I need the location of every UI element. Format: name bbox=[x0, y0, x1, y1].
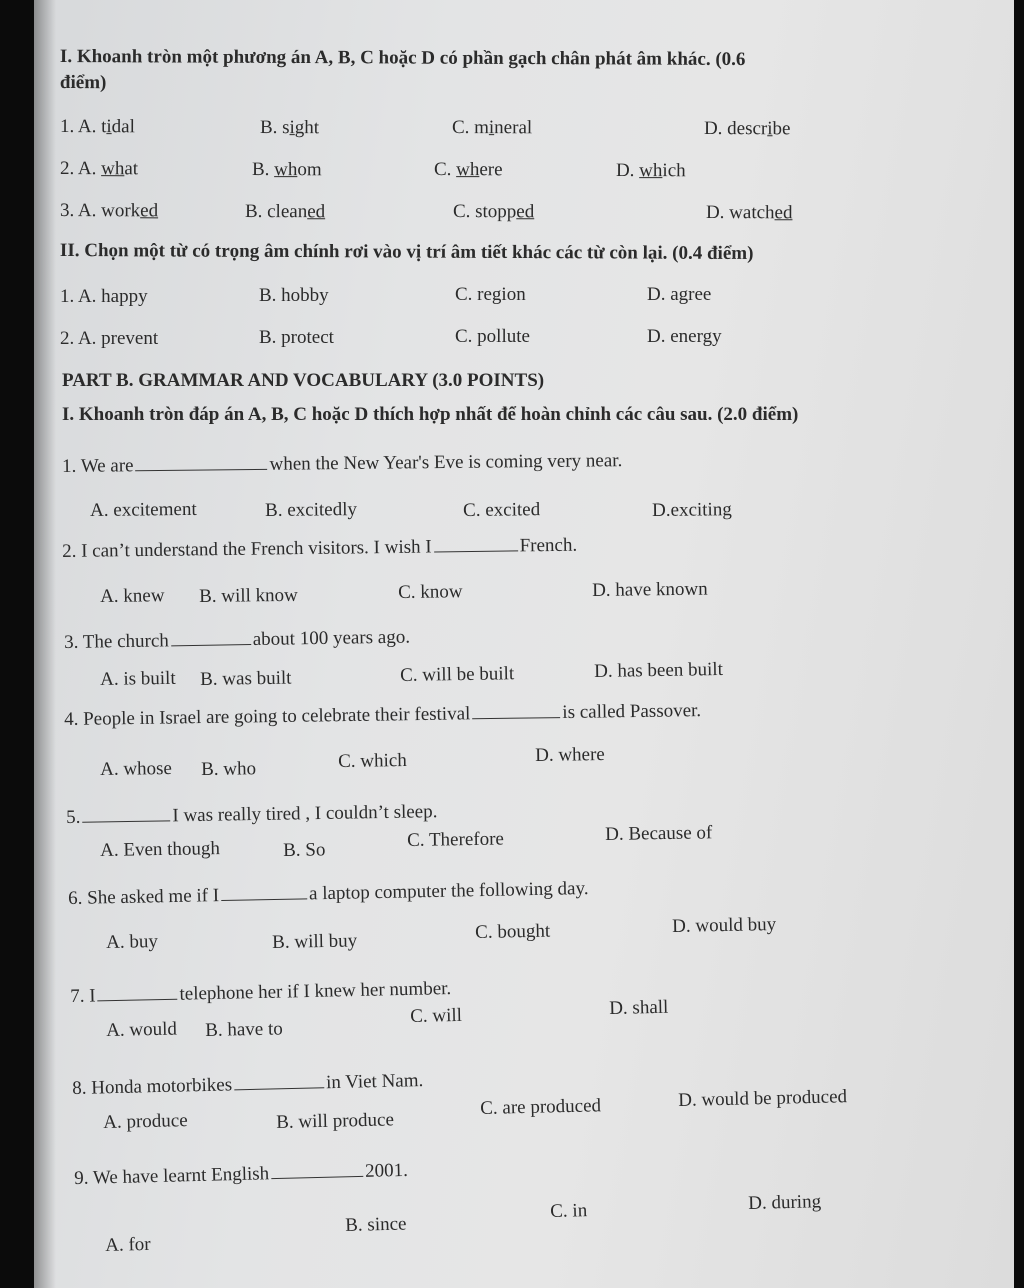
stress-q2-option-a bbox=[60, 328, 158, 350]
underlined-part: wh bbox=[274, 158, 298, 180]
option-text: ere bbox=[479, 159, 503, 181]
page-edge-shadow bbox=[34, 0, 56, 1288]
grammar-q8-option-a bbox=[103, 1110, 188, 1134]
option-text: C. Therefore bbox=[407, 828, 505, 851]
question-number: 1. bbox=[60, 286, 78, 307]
option-text: A. Even though bbox=[100, 838, 221, 861]
option-text: A. happy bbox=[77, 286, 148, 307]
grammar-q5-option-b bbox=[283, 839, 326, 862]
underlined-part: ed bbox=[516, 201, 535, 223]
option-text: C. pollute bbox=[455, 326, 530, 348]
grammar-q9-option-b bbox=[345, 1214, 407, 1237]
answer-blank bbox=[221, 897, 307, 901]
grammar-q2-option-b bbox=[199, 585, 298, 608]
option-text: B. will know bbox=[199, 584, 298, 607]
grammar-q9-option-a bbox=[105, 1234, 151, 1257]
pronunciation-q3-option-b bbox=[245, 201, 325, 223]
option-text: D.exciting bbox=[652, 499, 732, 521]
stress-q1-option-d bbox=[647, 284, 711, 306]
option-text: C. stopp bbox=[452, 201, 517, 223]
grammar-q4-option-a bbox=[100, 758, 172, 781]
option-text: C. will bbox=[410, 1004, 463, 1027]
grammar-q6-option-d bbox=[672, 914, 776, 938]
option-text: A. knew bbox=[100, 585, 165, 607]
option-text: A. excitement bbox=[90, 498, 197, 521]
grammar-q3-option-a bbox=[100, 668, 176, 691]
question-text: 5. bbox=[66, 806, 81, 828]
stress-q2-option-b bbox=[259, 327, 334, 349]
grammar-q2-option-d bbox=[592, 579, 708, 602]
grammar-q5-option-d bbox=[605, 822, 712, 846]
option-text: D. has been built bbox=[594, 658, 724, 682]
option-text: B. was built bbox=[200, 667, 292, 690]
option-text: C. region bbox=[455, 284, 526, 306]
question-text: 9. We have learnt English bbox=[74, 1163, 270, 1189]
answer-blank bbox=[434, 549, 518, 552]
option-text: ght bbox=[294, 116, 320, 138]
underlined-part: wh bbox=[639, 159, 663, 181]
option-text: C. will be built bbox=[400, 663, 515, 686]
option-text: D. where bbox=[535, 744, 605, 766]
grammar-q7-option-b bbox=[205, 1018, 283, 1042]
option-text: D. would buy bbox=[672, 914, 777, 937]
grammar-q3-option-d bbox=[594, 659, 723, 683]
grammar-q1-option-d bbox=[652, 499, 732, 522]
question-text: 2001. bbox=[364, 1159, 409, 1182]
grammar-q1-option-c bbox=[463, 499, 540, 522]
option-text: B. will buy bbox=[272, 930, 358, 953]
answer-blank bbox=[472, 716, 560, 719]
answer-blank bbox=[271, 1175, 363, 1179]
question-text: 6. She asked me if I bbox=[68, 885, 220, 909]
grammar-q3-option-b bbox=[200, 668, 292, 691]
pronunciation-q2-option-c bbox=[434, 159, 503, 181]
option-text: C. in bbox=[550, 1200, 588, 1222]
option-text: B. will produce bbox=[276, 1109, 395, 1133]
pronunciation-q3-option-a bbox=[60, 200, 158, 222]
grammar-q6-option-b bbox=[272, 930, 357, 954]
partB-title: PART B. GRAMMAR AND VOCABULARY (3.0 POINTS) bbox=[62, 370, 545, 391]
question-text: 2. I can’t understand the French visitors. I wish I bbox=[62, 536, 432, 562]
grammar-q6-option-a bbox=[106, 931, 158, 954]
grammar-q5-option-c bbox=[407, 828, 504, 852]
grammar-q8-option-d bbox=[678, 1086, 847, 1112]
option-text: dal bbox=[111, 116, 135, 138]
option-text: A. prevent bbox=[77, 328, 159, 349]
pronunciation-q2-option-a bbox=[60, 158, 138, 180]
question-number: 1. bbox=[59, 116, 78, 138]
option-text: D. energy bbox=[647, 325, 722, 347]
stress-q1-option-b bbox=[259, 285, 329, 307]
option-text: A. is built bbox=[100, 667, 176, 690]
option-text: om bbox=[297, 158, 322, 180]
pronunciation-q1-option-b bbox=[260, 117, 319, 139]
option-text: C. bbox=[433, 159, 457, 181]
option-text: D. have known bbox=[592, 578, 708, 601]
pronunciation-q3-option-d bbox=[706, 202, 793, 224]
grammar-q2-option-c bbox=[398, 581, 463, 604]
underlined-part: i bbox=[488, 117, 495, 139]
question-text: when the New Year's Eve is coming very near. bbox=[269, 450, 623, 475]
option-text: A. whose bbox=[100, 757, 173, 780]
option-text: A. for bbox=[105, 1233, 151, 1256]
grammar-q7-option-c bbox=[410, 1005, 462, 1028]
option-text: C. excited bbox=[463, 499, 541, 521]
option-text: B. have to bbox=[205, 1018, 284, 1041]
grammar-q4-option-c bbox=[338, 750, 407, 773]
option-text: B. since bbox=[345, 1213, 407, 1236]
question-text: 8. Honda motorbikes bbox=[72, 1074, 233, 1099]
option-text: C. bought bbox=[475, 920, 551, 943]
answer-blank bbox=[98, 998, 178, 1002]
underlined-part: ed bbox=[307, 200, 326, 222]
question-text: a laptop computer the following day. bbox=[308, 878, 589, 905]
question-text: 7. I bbox=[70, 985, 96, 1007]
option-text: B. bbox=[251, 158, 275, 180]
option-text: C. which bbox=[338, 750, 407, 772]
answer-blank bbox=[171, 643, 251, 646]
pronunciation-q1-option-c bbox=[452, 117, 532, 139]
option-text: A. would bbox=[106, 1018, 178, 1041]
underlined-part: i bbox=[289, 116, 295, 138]
question-number: 3. bbox=[59, 200, 78, 222]
option-text: A. produce bbox=[103, 1110, 188, 1133]
answer-blank bbox=[136, 468, 268, 471]
pronunciation-q2-option-d bbox=[616, 160, 686, 182]
option-text: C. are produced bbox=[480, 1095, 602, 1119]
question-text: is called Passover. bbox=[562, 700, 702, 724]
grammar-q2-option-a bbox=[100, 585, 165, 608]
stress-q1-option-a bbox=[60, 286, 148, 308]
section2-heading: II. Chọn một từ có trọng âm chính rơi vào vị trí âm tiết khác các từ còn lại. (0.4 điểm) bbox=[59, 240, 754, 265]
grammar-q7-option-d bbox=[609, 997, 669, 1020]
grammar-q9-option-c bbox=[550, 1200, 587, 1223]
grammar-q8-option-b bbox=[276, 1109, 394, 1134]
option-text: A. work bbox=[77, 200, 141, 222]
option-text: ich bbox=[662, 159, 686, 181]
grammar-q6-option-c bbox=[475, 921, 550, 944]
option-text: be bbox=[772, 117, 791, 139]
pronunciation-q2-option-b bbox=[252, 159, 322, 181]
option-text: B. protect bbox=[259, 327, 334, 349]
question-text: 3. The church bbox=[64, 630, 169, 653]
grammar-q1-option-b bbox=[265, 499, 357, 522]
option-text: B. hobby bbox=[259, 285, 329, 307]
option-text: A. bbox=[77, 158, 102, 180]
option-text: D. would be produced bbox=[678, 1086, 848, 1111]
question-text: French. bbox=[519, 534, 578, 557]
option-text: B. excitedly bbox=[265, 499, 358, 521]
underlined-part: wh bbox=[101, 158, 125, 180]
question-text: telephone her if I knew her number. bbox=[179, 978, 452, 1005]
section1-heading-cont: điểm) bbox=[59, 72, 107, 94]
question-text: in Viet Nam. bbox=[325, 1070, 424, 1094]
grammar-q8-option-c bbox=[480, 1095, 601, 1120]
pronunciation-q3-option-c bbox=[453, 201, 534, 223]
underlined-part: ed bbox=[774, 201, 793, 223]
grammar-q3-option-c bbox=[400, 663, 514, 687]
option-text: D. agree bbox=[647, 283, 712, 305]
option-text: B. s bbox=[259, 116, 290, 138]
underlined-part: wh bbox=[456, 159, 480, 181]
question-text: about 100 years ago. bbox=[252, 626, 411, 651]
question-text: 4. People in Israel are going to celebrate their festival bbox=[64, 703, 471, 730]
pronunciation-q1-option-a bbox=[60, 116, 135, 138]
stress-q2-option-c bbox=[455, 326, 530, 348]
option-text: C. m bbox=[451, 117, 489, 139]
option-text: D. during bbox=[748, 1191, 822, 1214]
partB-heading: I. Khoanh tròn đáp án A, B, C hoặc D thích hợp nhất để hoàn chỉnh các câu sau. (2.0 điểm) bbox=[62, 404, 799, 425]
underlined-part: i bbox=[767, 117, 773, 139]
option-text: D. Because of bbox=[605, 822, 713, 845]
grammar-q5-option-a bbox=[100, 838, 220, 862]
stress-q1-option-c bbox=[455, 284, 526, 306]
option-text: A. t bbox=[77, 116, 107, 138]
underlined-part: ed bbox=[140, 200, 159, 222]
question-text: 1. We are bbox=[62, 455, 134, 477]
grammar-q1-option-a bbox=[90, 499, 197, 522]
option-text: D. watch bbox=[705, 201, 775, 223]
option-text: D. bbox=[615, 159, 640, 181]
answer-blank bbox=[234, 1086, 324, 1090]
stress-q2-option-d bbox=[647, 326, 722, 348]
option-text: D. shall bbox=[609, 996, 669, 1019]
option-text: neral bbox=[494, 117, 533, 139]
option-text: A. buy bbox=[106, 931, 159, 953]
option-text: B. who bbox=[201, 758, 257, 780]
grammar-q9-option-d bbox=[748, 1191, 821, 1215]
answer-blank bbox=[82, 819, 170, 822]
question-number: 2. bbox=[60, 328, 78, 349]
option-text: at bbox=[124, 158, 139, 180]
option-text: B. So bbox=[283, 839, 326, 861]
section1-heading: I. Khoanh tròn một phương án A, B, C hoặc D có phần gạch chân phát âm khác. (0.6 bbox=[59, 46, 746, 70]
question-text: I was really tired , I couldn’t sleep. bbox=[172, 801, 438, 827]
option-text: D. descr bbox=[703, 117, 768, 139]
grammar-q7-option-a bbox=[106, 1019, 177, 1042]
grammar-q4-option-d bbox=[535, 744, 605, 767]
pronunciation-q1-option-d bbox=[704, 118, 791, 140]
grammar-q4-option-b bbox=[201, 758, 256, 781]
question-number: 2. bbox=[59, 158, 78, 180]
option-text: C. know bbox=[398, 581, 463, 603]
option-text: B. clean bbox=[244, 200, 308, 222]
underlined-part: i bbox=[106, 116, 112, 138]
